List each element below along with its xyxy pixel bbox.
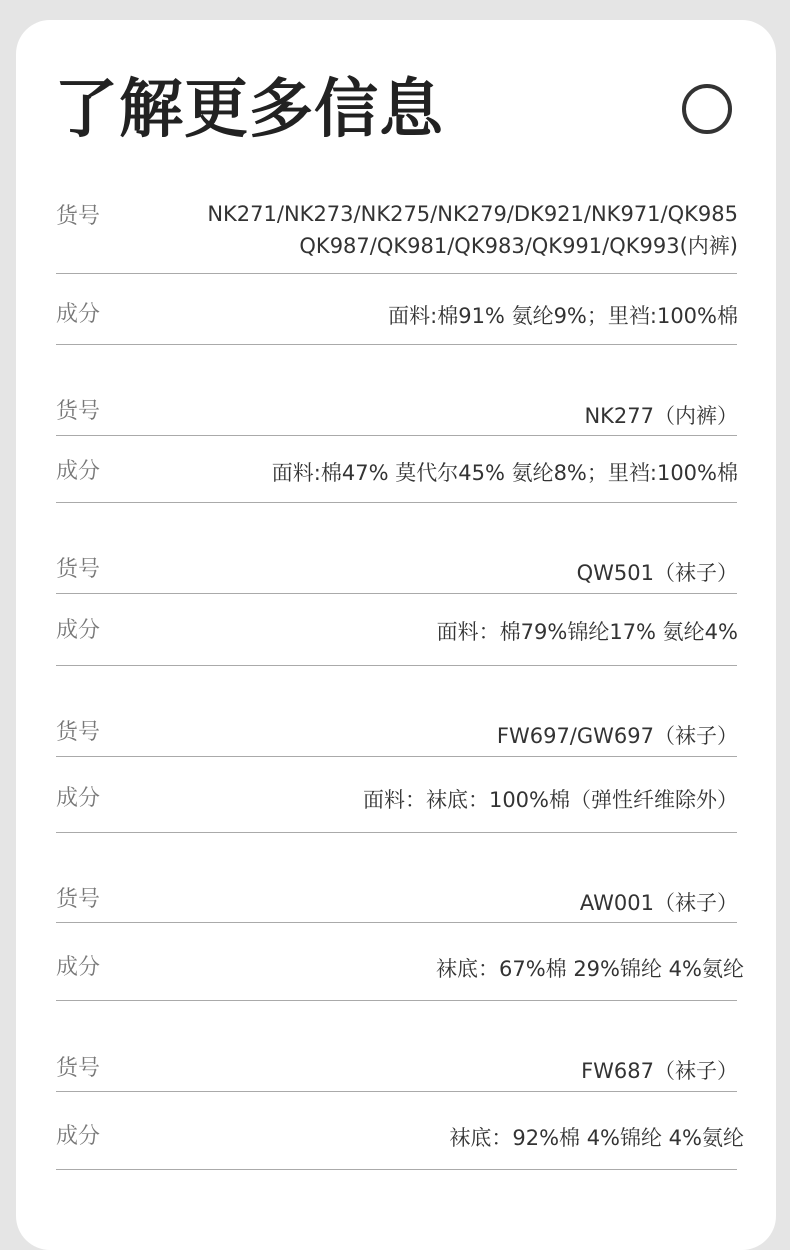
item-no-value: FW687（袜子） <box>581 1059 738 1083</box>
composition-label: 成分 <box>56 786 101 811</box>
composition-label: 成分 <box>56 459 101 484</box>
item-no-label: 货号 <box>56 557 101 582</box>
composition-label: 成分 <box>56 955 101 980</box>
composition-value: 面料:棉91% 氨纶9%；里裆:100%棉 <box>388 304 738 328</box>
divider <box>56 832 737 833</box>
divider <box>56 593 737 594</box>
item-no-line-2: QK987/QK981/QK983/QK991/QK993(内裤) <box>299 234 738 258</box>
divider <box>56 665 737 666</box>
divider <box>56 922 737 923</box>
divider <box>56 1169 737 1170</box>
divider <box>56 1091 737 1092</box>
divider <box>56 273 737 274</box>
item-no-value: FW697/GW697（袜子） <box>496 724 738 748</box>
divider <box>56 756 737 757</box>
item-no-line-1: NK271/NK273/NK275/NK279/DK921/NK971/QK985 <box>207 202 738 226</box>
item-no-value: AW001（袜子） <box>579 891 738 915</box>
circle-icon <box>682 84 732 134</box>
item-no-label: 货号 <box>56 720 101 745</box>
item-no-label: 货号 <box>56 887 101 912</box>
composition-label: 成分 <box>56 618 101 643</box>
composition-value: 面料：袜底：100%棉（弹性纤维除外） <box>362 788 738 812</box>
item-no-label: 货号 <box>56 1056 101 1081</box>
divider <box>56 1000 737 1001</box>
divider <box>56 344 737 345</box>
composition-label: 成分 <box>56 302 101 327</box>
composition-value: 袜底：92%棉 4%锦纶 4%氨纶 <box>449 1126 744 1150</box>
composition-value: 面料:棉47% 莫代尔45% 氨纶8%；里裆:100%棉 <box>271 461 738 485</box>
item-no-label: 货号 <box>56 204 101 229</box>
composition-value: 面料：棉79%锦纶17% 氨纶4% <box>436 620 738 644</box>
item-no-value: NK277（内裤） <box>584 404 738 428</box>
item-no-label: 货号 <box>56 399 101 424</box>
composition-value: 袜底：67%棉 29%锦纶 4%氨纶 <box>435 957 744 981</box>
composition-label: 成分 <box>56 1124 101 1149</box>
item-no-value <box>207 198 738 262</box>
page-title: 了解更多信息 <box>54 73 444 147</box>
divider <box>56 435 737 436</box>
divider <box>56 502 737 503</box>
item-no-value: QW501（袜子） <box>576 561 738 585</box>
